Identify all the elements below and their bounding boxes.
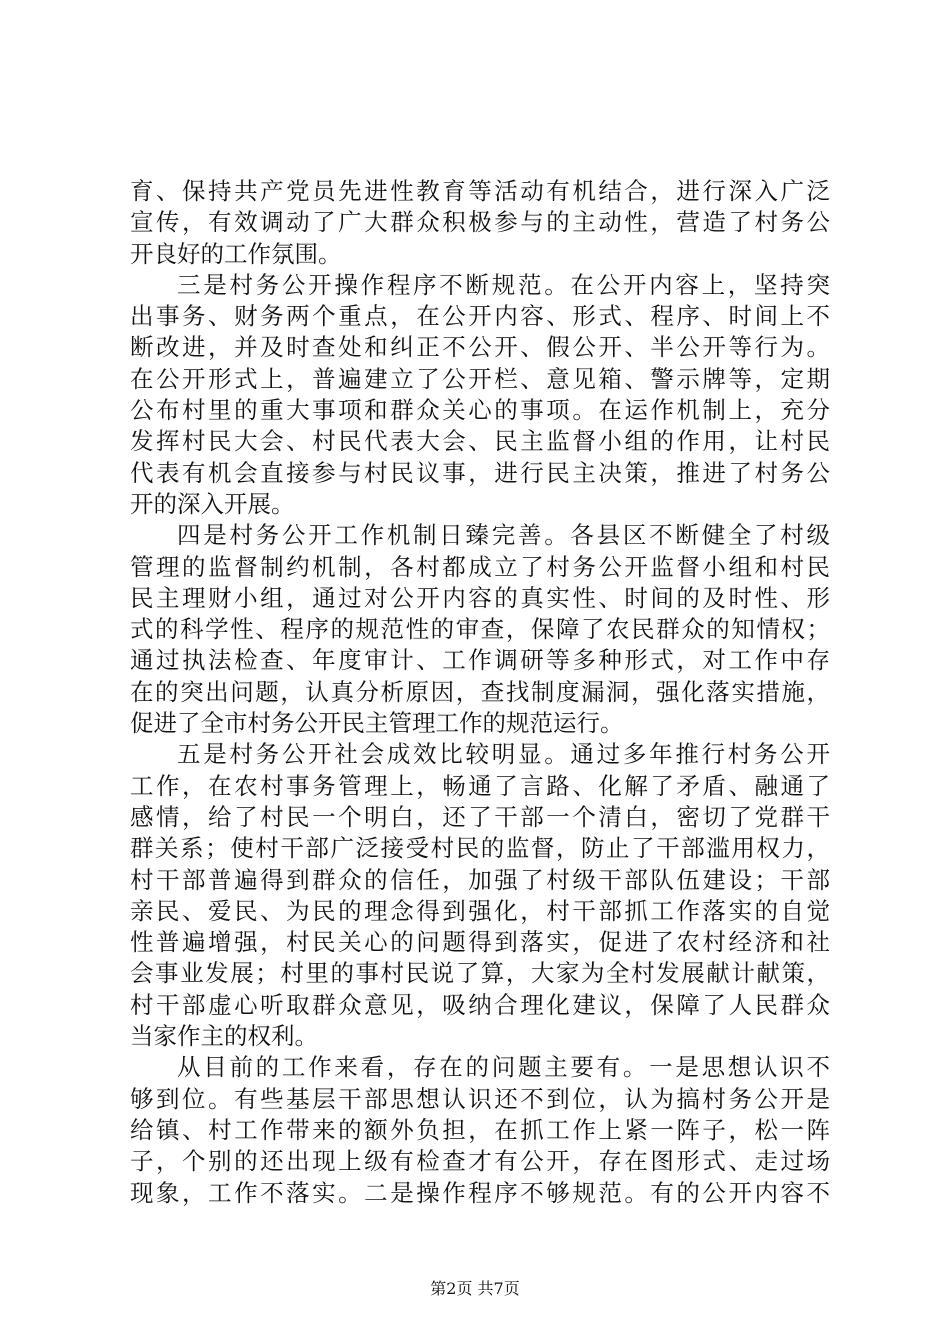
- text-line: 感情，给了村民一个明白，还了干部一个清白，密切了党群干: [130, 802, 830, 831]
- text-line: 给镇、村工作带来的额外负担，在抓工作上紧一阵子，松一阵: [130, 1115, 830, 1144]
- text-line: 宣传，有效调动了广大群众积极参与的主动性，营造了村务公: [130, 208, 830, 237]
- text-line: 子，个别的还出现上级有检查才有公开，存在图形式、走过场: [130, 1147, 830, 1176]
- text-line: 发挥村民大会、村民代表大会、民主监督小组的作用，让村民: [130, 427, 830, 456]
- text-line: 开良好的工作氛围。: [130, 239, 342, 268]
- document-body: [130, 176, 830, 1209]
- text-line: 村干部普遍得到群众的信任，加强了村级干部队伍建设；干部: [130, 865, 830, 894]
- text-line: 工作，在农村事务管理上，畅通了言路、化解了矛盾、融通了: [130, 771, 830, 800]
- text-line: 出事务、财务两个重点，在公开内容、形式、程序、时间上不: [130, 302, 830, 331]
- text-line: 断改进，并及时查处和纠正不公开、假公开、半公开等行为。: [130, 333, 830, 362]
- text-line: 育、保持共产党员先进性教育等活动有机结合，进行深入广泛: [130, 177, 830, 205]
- text-line: 村干部虚心听取群众意见，吸纳合理化建议，保障了人民群众: [130, 990, 830, 1019]
- paragraph-first-line: 四是村务公开工作机制日臻完善。各县区不断健全了村级: [177, 521, 830, 550]
- paragraph-first-line: 从目前的工作来看，存在的问题主要有。一是思想认识不: [177, 1053, 830, 1082]
- text-line: 亲民、爱民、为民的理念得到强化，村干部抓工作落实的自觉: [130, 896, 830, 925]
- text-line: 代表有机会直接参与村民议事，进行民主决策，推进了村务公: [130, 458, 830, 487]
- text-line: 通过执法检查、年度审计、工作调研等多种形式，对工作中存: [130, 646, 830, 675]
- text-line: 管理的监督制约机制，各村都成立了村务公开监督小组和村民: [130, 552, 830, 581]
- text-line: 当家作主的权利。: [130, 1022, 318, 1051]
- paragraph-first-line: 五是村务公开社会成效比较明显。通过多年推行村务公开: [177, 740, 830, 769]
- text-line: 在的突出问题，认真分析原因，查找制度漏洞，强化落实措施，: [130, 677, 830, 706]
- text-line: 在公开形式上，普遍建立了公开栏、意见箱、警示牌等，定期: [130, 364, 830, 393]
- text-line: 式的科学性、程序的规范性的审查，保障了农民群众的知情权；: [130, 615, 830, 644]
- text-line: 公布村里的重大事项和群众关心的事项。在运作机制上，充分: [130, 396, 830, 425]
- text-line: 促进了全市村务公开民主管理工作的规范运行。: [130, 709, 624, 738]
- text-line: 现象，工作不落实。二是操作程序不够规范。有的公开内容不: [130, 1178, 830, 1207]
- paragraph-first-line: 三是村务公开操作程序不断规范。在公开内容上，坚持突: [177, 270, 830, 299]
- text-line: 开的深入开展。: [130, 489, 295, 518]
- text-line: 群关系；使村干部广泛接受村民的监督，防止了干部滥用权力，: [130, 834, 830, 863]
- text-line: 够到位。有些基层干部思想认识还不到位，认为搞村务公开是: [130, 1084, 830, 1113]
- page-number: 第2页 共7页: [430, 1279, 520, 1298]
- text-line: 民主理财小组，通过对公开内容的真实性、时间的及时性、形: [130, 583, 830, 612]
- text-line: 性普遍增强，村民关心的问题得到落实，促进了农村经济和社: [130, 928, 830, 957]
- text-line: 会事业发展；村里的事村民说了算，大家为全村发展献计献策，: [130, 959, 830, 988]
